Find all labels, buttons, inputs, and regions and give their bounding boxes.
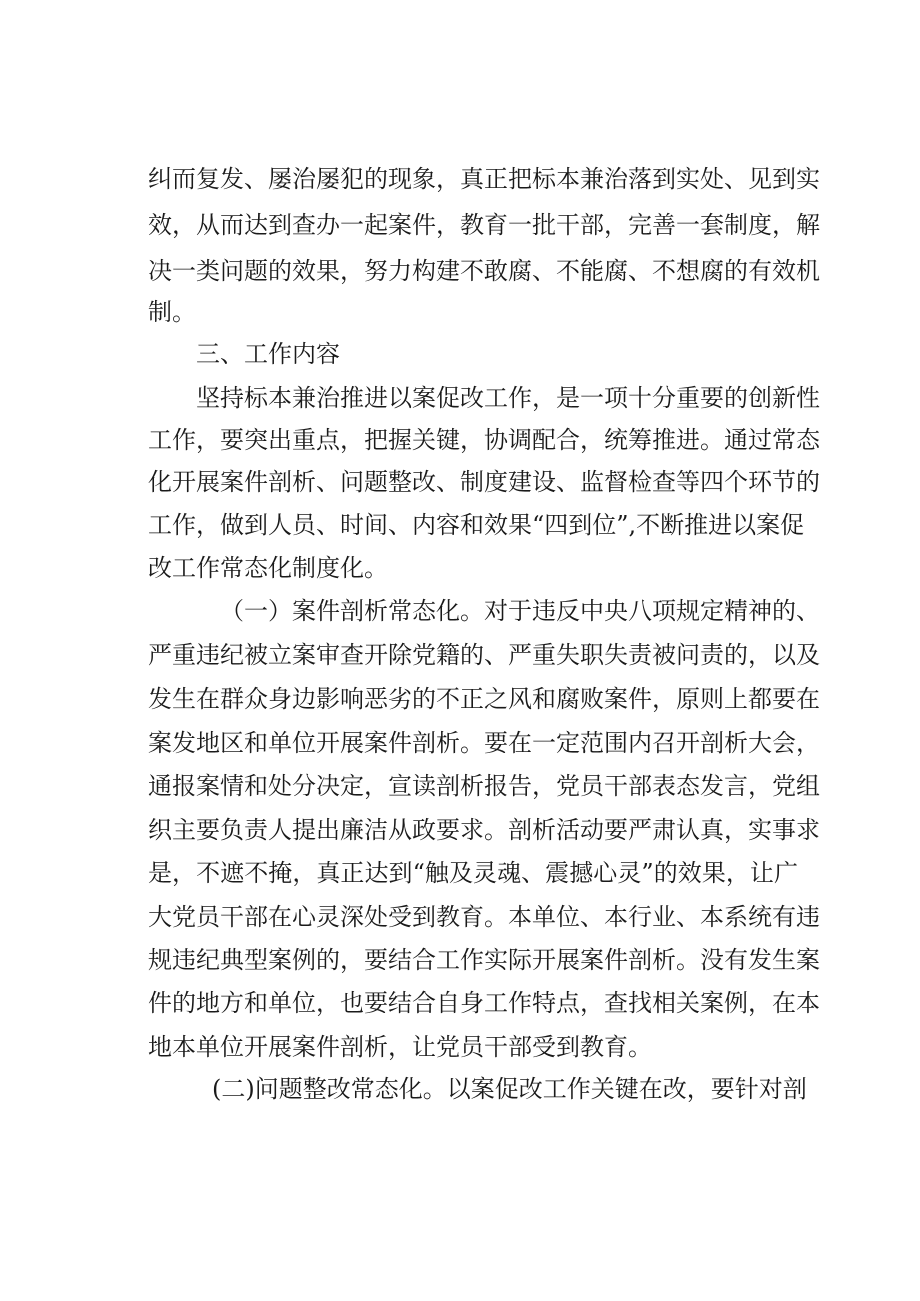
text-line: 地本单位开展案件剖析，让党员干部受到教育。 <box>148 1033 652 1061</box>
text-line: 规违纪典型案例的，要结合工作实际开展案件剖析。没有发生案 <box>148 946 820 974</box>
text-line: 坚持标本兼治推进以案促改工作，是一项十分重要的创新性 <box>196 384 820 412</box>
text-line: 案发地区和单位开展案件剖析。要在一定范围内召开剖析大会， <box>148 729 820 757</box>
text-line: 是，不遮不掩，真正达到“触及灵魂、震撼心灵”的效果，让广 <box>148 859 798 887</box>
text-line: 纠而复发、屡治屡犯的现象，真正把标本兼治落到实处、见到实 <box>148 165 820 193</box>
text-line: （一）案件剖析常态化。对于违反中央八项规定精神的、 <box>220 597 820 625</box>
text-line: 大党员干部在心灵深处受到教育。本单位、本行业、本系统有违 <box>148 903 820 931</box>
text-line: 织主要负责人提出廉洁从政要求。剖析活动要严肃认真，实事求 <box>148 816 820 844</box>
text-line: 改工作常态化制度化。 <box>148 554 388 582</box>
text-line: 决一类问题的效果，努力构建不敢腐、不能腐、不想腐的有效机 <box>148 257 820 285</box>
section-heading: 三、工作内容 <box>196 340 340 368</box>
text-line: (二)问题整改常态化。以案促改工作关键在改，要针对剖 <box>212 1075 807 1103</box>
text-line: 严重违纪被立案审查开除党籍的、严重失职失责被问责的，以及 <box>148 641 820 669</box>
text-line: 化开展案件剖析、问题整改、制度建设、监督检查等四个环节的 <box>148 468 820 496</box>
text-line: 工作，要突出重点，把握关键，协调配合，统筹推进。通过常态 <box>148 426 820 454</box>
text-line: 制。 <box>148 298 196 326</box>
text-line: 通报案情和处分决定，宣读剖析报告，党员干部表态发言，党组 <box>148 772 820 800</box>
text-line: 件的地方和单位，也要结合自身工作特点，查找相关案例，在本 <box>148 989 820 1017</box>
text-line: 效，从而达到查办一起案件，教育一批干部，完善一套制度，解 <box>148 211 820 239</box>
text-line: 发生在群众身边影响恶劣的不正之风和腐败案件，原则上都要在 <box>148 685 820 713</box>
text-line: 工作，做到人员、时间、内容和效果“四到位”,不断推进以案促 <box>148 511 805 539</box>
